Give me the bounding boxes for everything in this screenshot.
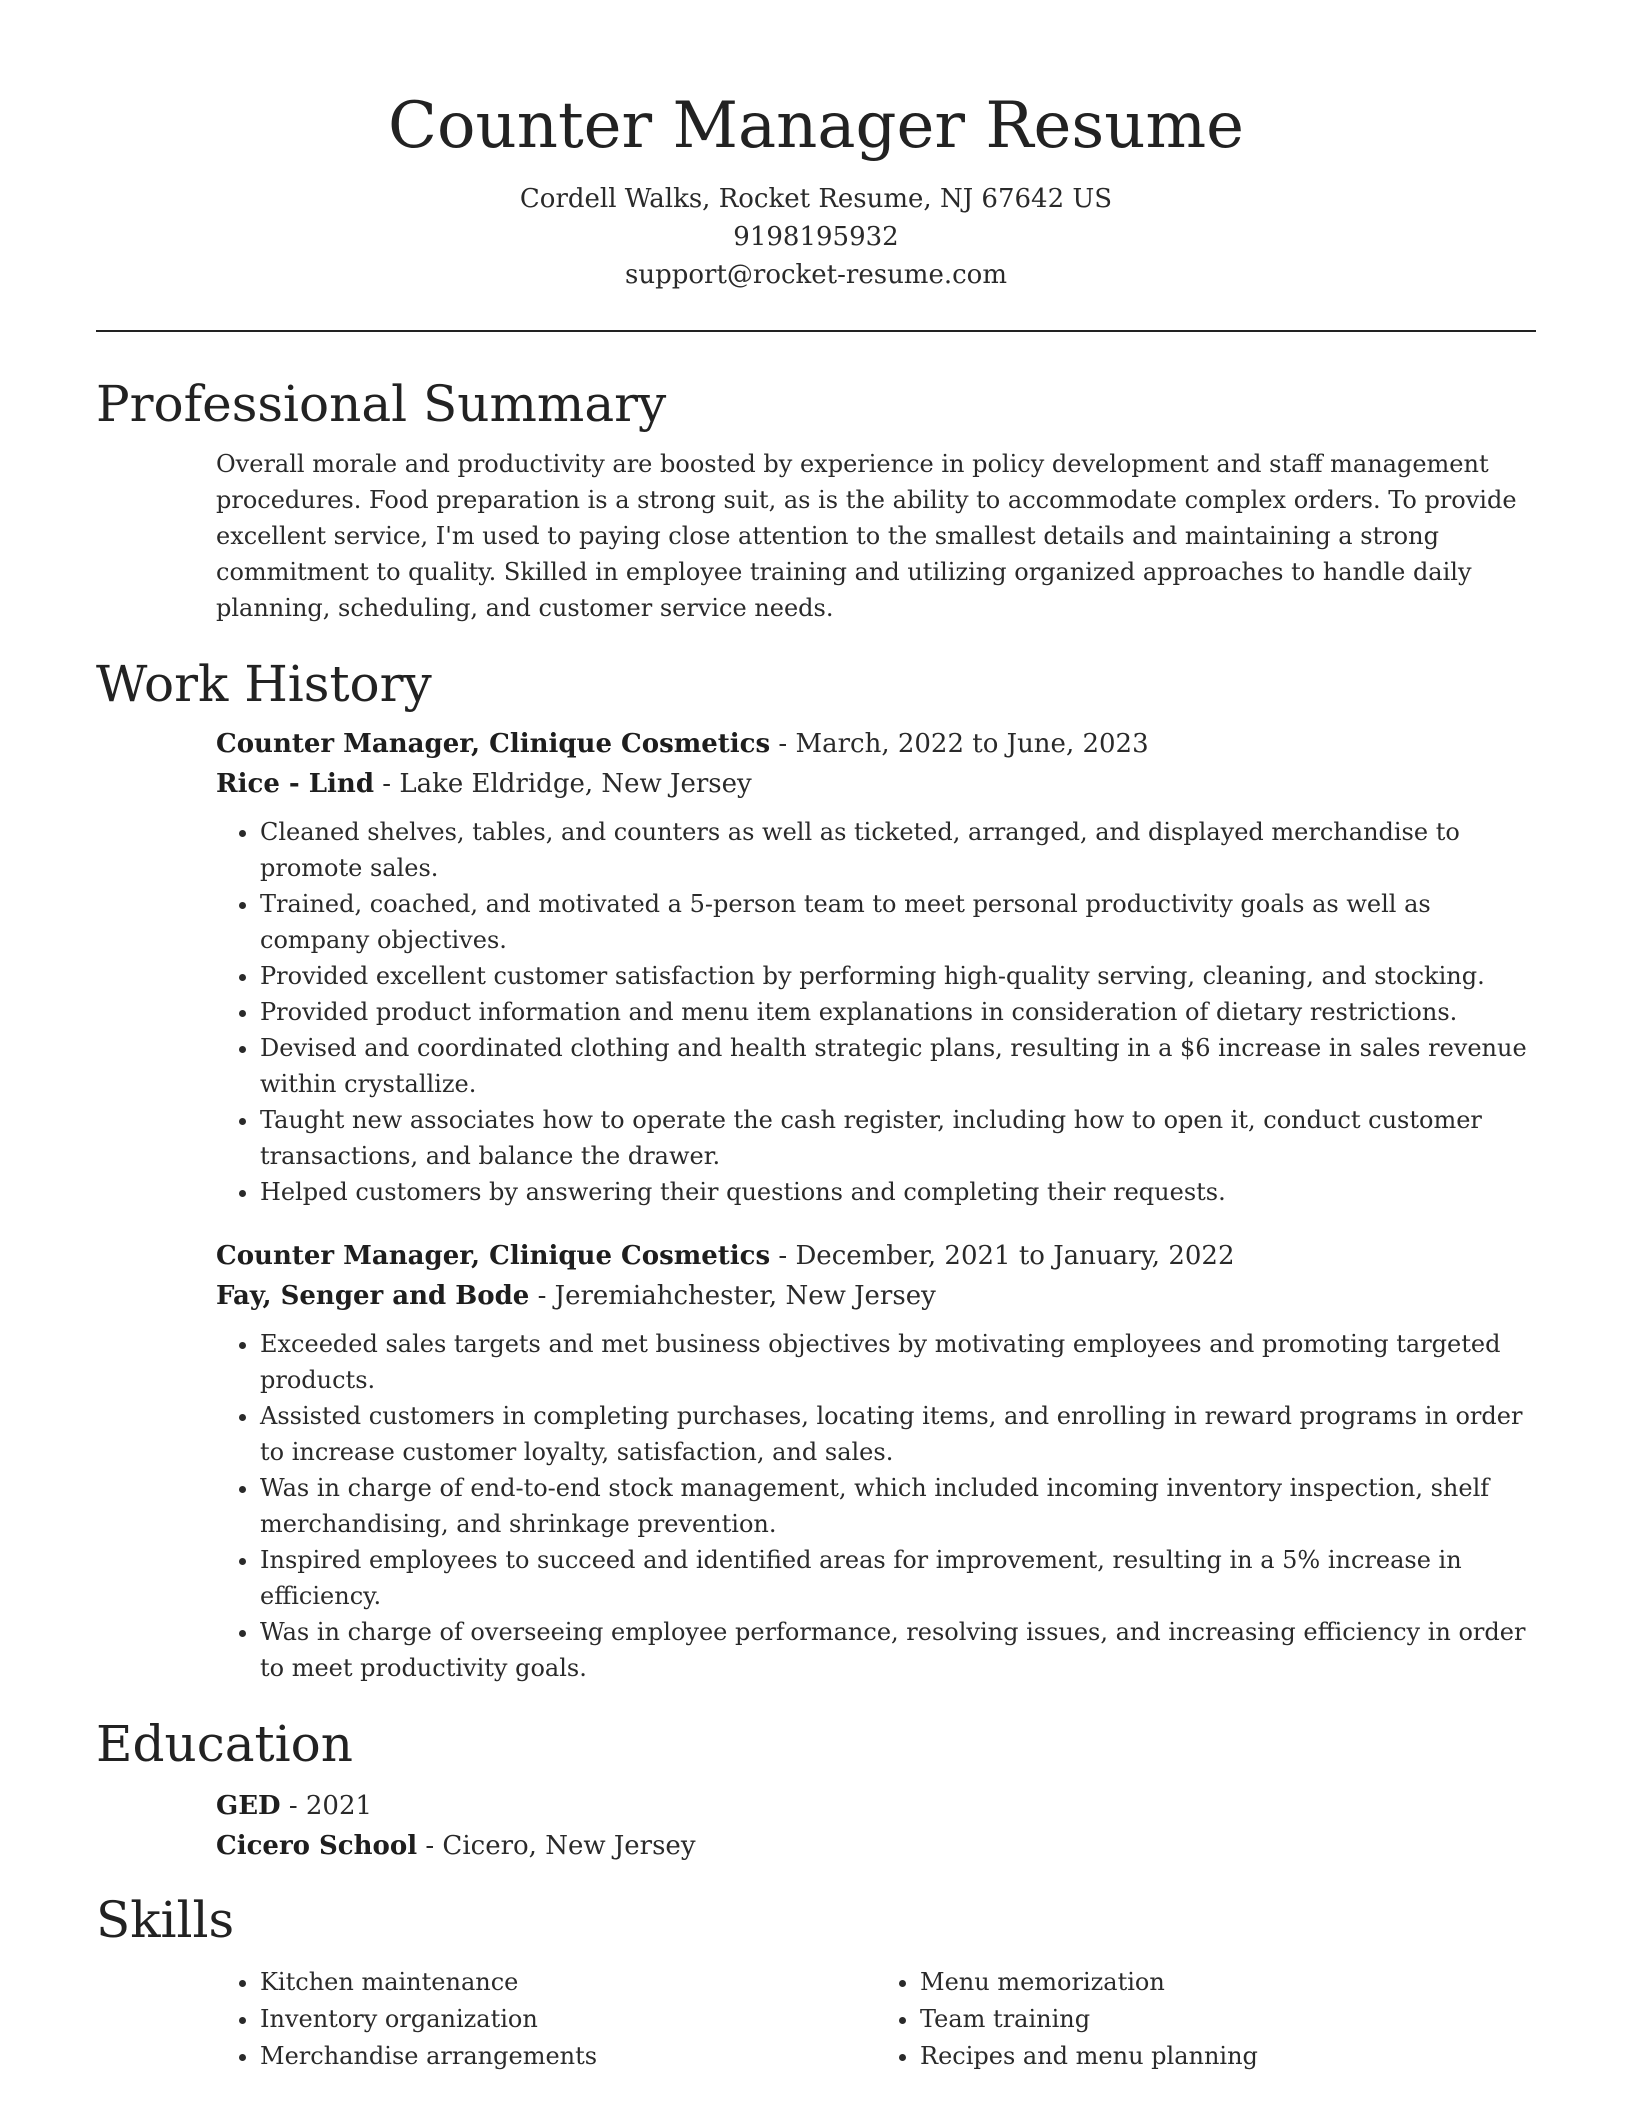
skill-item: • Kitchen maintenance (260, 1964, 876, 2001)
education-section (96, 1714, 1536, 1866)
skills-grid (96, 1964, 1536, 2075)
skill-item: • Merchandise arrangements (260, 2038, 876, 2075)
skill-item: • Team training (920, 2001, 1536, 2038)
header-divider (96, 330, 1536, 332)
professional-summary-text: Overall morale and productivity are boosted by experience in policy development and staff management procedures. Food preparation is a strong suit, as is the ability to accommodate complex orders. To provide excellent service, I'm used to paying close attention to the smallest details and maintaining a strong commitment to quality. Skilled in employee training and utilizing organized approaches to handle daily planning, scheduling, and customer service needs. (216, 450, 1517, 622)
job-bullet-list (216, 1326, 1536, 1686)
work-history-heading: Work History (96, 655, 432, 713)
skill-item: • Recipes and menu planning (920, 2038, 1536, 2075)
job-location: - Jeremiahchester, New Jersey (529, 1281, 936, 1311)
job-bullet: • Assisted customers in completing purchases, locating items, and enrolling in reward programs in order to increase customer loyalty, satisfaction, and sales. (260, 1398, 1536, 1470)
contact-email: support@rocket-resume.com (624, 260, 1007, 290)
skill-item: • Menu memorization (920, 1964, 1536, 2001)
education-body (96, 1786, 1536, 1866)
job-bullet: • Was in charge of end-to-end stock management, which included incoming inventory inspection, shelf merchandising, and shrinkage prevention. (260, 1470, 1536, 1542)
job-bullet-list (216, 814, 1536, 1210)
professional-summary-heading: Professional Summary (96, 375, 667, 433)
job-entry (216, 724, 1536, 1210)
work-history-body (96, 724, 1536, 1686)
job-title-line (216, 1236, 1536, 1276)
job-location: - Lake Eldridge, New Jersey (374, 769, 752, 799)
job-employer: Fay, Senger and Bode (216, 1281, 530, 1311)
skills-column-right (876, 1964, 1536, 2075)
job-bullet: • Helped customers by answering their questions and completing their requests. (260, 1174, 1536, 1210)
job-dates: - December, 2021 to January, 2022 (770, 1241, 1235, 1271)
job-employer-line (216, 764, 1536, 804)
job-employer-line (216, 1276, 1536, 1316)
job-bullet: • Exceeded sales targets and met business objectives by motivating employees and promoting targeted products. (260, 1326, 1536, 1398)
job-dates: - March, 2022 to June, 2023 (770, 729, 1149, 759)
resume-title: Counter Manager Resume (388, 89, 1244, 163)
contact-address: Cordell Walks, Rocket Resume, NJ 67642 US (519, 184, 1113, 214)
job-employer: Rice - Lind (216, 769, 374, 799)
resume-header (96, 0, 1536, 294)
contact-phone: 9198195932 (733, 222, 899, 252)
education-school-line (216, 1826, 1536, 1866)
job-bullet: • Taught new associates how to operate the cash register, including how to open it, conduct customer transactions, and balance the drawer. (260, 1102, 1536, 1174)
job-bullet: • Devised and coordinated clothing and health strategic plans, resulting in a $6 increase in sales revenue within crystallize. (260, 1030, 1536, 1102)
job-bullet: • Was in charge of overseeing employee performance, resolving issues, and increasing efficiency in order to meet productivity goals. (260, 1614, 1536, 1686)
work-history-section (96, 654, 1536, 1686)
job-bullet: • Provided excellent customer satisfaction by performing high-quality serving, cleaning, and stocking. (260, 958, 1536, 994)
contact-info (96, 180, 1536, 294)
job-entry (216, 1236, 1536, 1686)
skills-heading: Skills (96, 1891, 235, 1949)
skill-item: • Inventory organization (260, 2001, 876, 2038)
education-location: - Cicero, New Jersey (417, 1831, 696, 1861)
job-title-company: Counter Manager, Clinique Cosmetics (216, 1241, 771, 1271)
education-degree: GED (216, 1791, 281, 1821)
job-bullet: • Inspired employees to succeed and identified areas for improvement, resulting in a 5% increase in efficiency. (260, 1542, 1536, 1614)
job-title-line (216, 724, 1536, 764)
job-title-company: Counter Manager, Clinique Cosmetics (216, 729, 771, 759)
education-degree-line (216, 1786, 1536, 1826)
skills-section (96, 1890, 1536, 2075)
education-year: - 2021 (280, 1791, 373, 1821)
job-bullet: • Trained, coached, and motivated a 5-person team to meet personal productivity goals as well as company objectives. (260, 886, 1536, 958)
skills-column-left (216, 1964, 876, 2075)
education-school: Cicero School (216, 1831, 418, 1861)
job-bullet: • Cleaned shelves, tables, and counters as well as ticketed, arranged, and displayed merchandise to promote sales. (260, 814, 1536, 886)
education-heading: Education (96, 1715, 353, 1773)
job-bullet: • Provided product information and menu item explanations in consideration of dietary restrictions. (260, 994, 1536, 1030)
professional-summary-section (96, 374, 1536, 626)
